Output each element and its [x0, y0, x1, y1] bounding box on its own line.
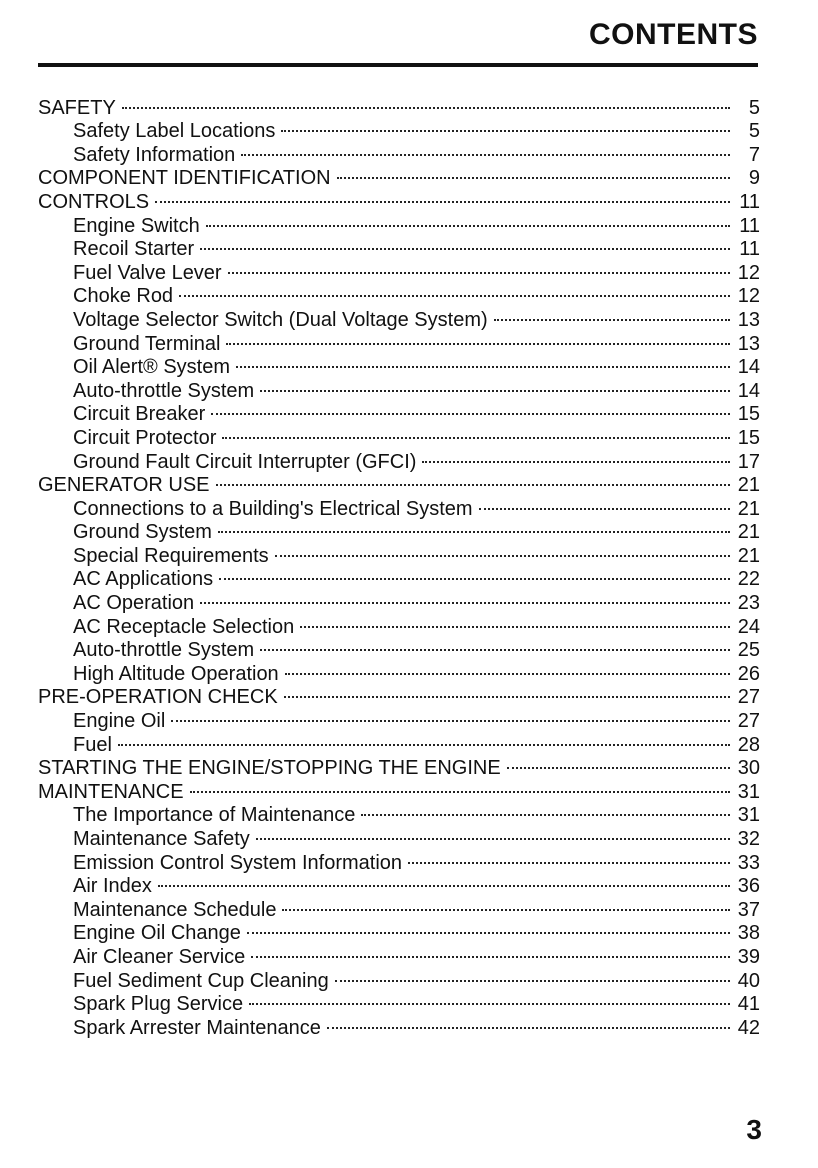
- toc-entry-page: 21: [737, 474, 760, 497]
- toc-entry-page: 27: [737, 686, 760, 709]
- toc-entry-label: Ground System: [73, 521, 212, 544]
- dot-leader: [249, 987, 730, 1011]
- toc-entry-page: 39: [737, 945, 760, 968]
- dot-leader: [122, 90, 730, 114]
- toc-entry-label: MAINTENANCE: [38, 780, 184, 803]
- toc-subsection-entry[interactable]: [38, 727, 760, 756]
- dot-leader: [300, 609, 730, 633]
- toc-entry-label: High Altitude Operation: [73, 662, 279, 685]
- toc-entry-page: 25: [737, 639, 760, 662]
- toc-entry-label: Fuel Sediment Cup Cleaning: [73, 969, 329, 992]
- toc-entry-label: SAFETY: [38, 96, 116, 119]
- toc-entry-label: Circuit Breaker: [73, 403, 206, 426]
- dot-leader: [507, 751, 730, 775]
- toc-entry-label: Recoil Starter: [73, 238, 195, 261]
- toc-entry-label: Connections to a Building's Electrical System: [73, 497, 473, 520]
- toc-entry-page: 28: [737, 733, 760, 756]
- toc-entry-page: 11: [739, 190, 760, 213]
- dot-leader: [256, 821, 730, 845]
- toc-entry-label: Auto-throttle System: [73, 639, 255, 662]
- toc-entry-page: 26: [737, 662, 760, 685]
- dot-leader: [494, 302, 730, 326]
- toc-entry-page: 33: [737, 851, 760, 874]
- toc-entry-label: Fuel: [73, 733, 112, 756]
- toc-section-entry[interactable]: [38, 751, 760, 780]
- toc-entry-page: 27: [737, 710, 760, 733]
- toc-entry-page: 24: [737, 615, 760, 638]
- toc-entry-page: 30: [737, 757, 760, 780]
- toc-entry-page: 21: [737, 544, 760, 567]
- dot-leader: [327, 1010, 730, 1034]
- toc-entry-page: 23: [737, 592, 760, 615]
- toc-entry-label: GENERATOR USE: [38, 474, 210, 497]
- dot-leader: [222, 420, 730, 444]
- toc-entry-label: Spark Arrester Maintenance: [73, 1016, 321, 1039]
- toc-entry-label: AC Receptacle Selection: [73, 615, 295, 638]
- dot-leader: [422, 444, 730, 468]
- toc-entry-label: STARTING THE ENGINE/STOPPING THE ENGINE: [38, 757, 501, 780]
- toc-entry-label: Engine Switch: [73, 214, 200, 237]
- dot-leader: [281, 114, 730, 138]
- toc-entry-page: 31: [737, 780, 760, 803]
- toc-entry-page: 17: [737, 450, 760, 473]
- dot-leader: [155, 184, 730, 208]
- dot-leader: [216, 468, 730, 492]
- toc-subsection-entry[interactable]: [38, 114, 760, 143]
- toc-entry-page: 11: [739, 214, 760, 237]
- dot-leader: [285, 656, 730, 680]
- page-title: CONTENTS: [589, 18, 758, 51]
- dot-leader: [118, 727, 730, 751]
- toc-entry-label: Safety Label Locations: [73, 120, 276, 143]
- dot-leader: [226, 326, 730, 350]
- toc-entry-label: Ground Terminal: [73, 332, 221, 355]
- toc-entry-label: Fuel Valve Lever: [73, 261, 222, 284]
- toc-section-entry[interactable]: [38, 90, 760, 119]
- toc-entry-label: Choke Rod: [73, 285, 174, 308]
- toc-entry-label: Air Index: [73, 875, 152, 898]
- toc-entry-page: 9: [748, 167, 760, 190]
- toc-entry-label: PRE-OPERATION CHECK: [38, 686, 278, 709]
- dot-leader: [211, 397, 730, 421]
- toc-entry-label: COMPONENT IDENTIFICATION: [38, 167, 331, 190]
- toc-entry-page: 36: [737, 875, 760, 898]
- toc-entry-label: Engine Oil Change: [73, 922, 241, 945]
- toc-entry-label: Auto-throttle System: [73, 379, 255, 402]
- toc-entry-page: 21: [737, 497, 760, 520]
- toc-entry-label: Ground Fault Circuit Interrupter (GFCI): [73, 450, 417, 473]
- dot-leader: [361, 798, 730, 822]
- dot-leader: [241, 137, 730, 161]
- dot-leader: [179, 279, 730, 303]
- dot-leader: [190, 774, 730, 798]
- dot-leader: [200, 232, 730, 256]
- toc-entry-page: 15: [737, 426, 760, 449]
- toc-entry-page: 21: [737, 521, 760, 544]
- toc-entry-label: Circuit Protector: [73, 426, 217, 449]
- toc-entry-page: 15: [737, 403, 760, 426]
- toc-entry-page: 14: [737, 379, 760, 402]
- dot-leader: [479, 491, 730, 515]
- toc-entry-page: 13: [737, 332, 760, 355]
- dot-leader: [219, 562, 730, 586]
- dot-leader: [337, 161, 730, 185]
- toc-entry-page: 7: [748, 143, 760, 166]
- dot-leader: [228, 255, 730, 279]
- toc-entry-label: Spark Plug Service: [73, 993, 244, 1016]
- table-of-contents: [38, 90, 760, 1039]
- dot-leader: [284, 680, 730, 704]
- toc-entry-page: 42: [737, 1016, 760, 1039]
- dot-leader: [247, 916, 730, 940]
- dot-leader: [282, 892, 730, 916]
- toc-entry-page: 41: [737, 993, 760, 1016]
- toc-entry-label: Air Cleaner Service: [73, 945, 246, 968]
- dot-leader: [251, 939, 730, 963]
- toc-entry-page: 40: [737, 969, 760, 992]
- toc-entry-page: 38: [737, 922, 760, 945]
- toc-entry-label: AC Applications: [73, 568, 214, 591]
- page-number: 3: [746, 1114, 762, 1145]
- toc-entry-label: Oil Alert® System: [73, 356, 230, 379]
- toc-entry-label: Maintenance Safety: [73, 828, 250, 850]
- toc-entry-label: Emission Control System Information: [73, 851, 403, 874]
- toc-entry-page: 12: [737, 261, 760, 284]
- toc-entry-page: 37: [737, 898, 760, 921]
- toc-entry-page: 13: [737, 308, 760, 331]
- toc-entry-page: 11: [739, 238, 760, 261]
- dot-leader: [236, 350, 730, 374]
- dot-leader: [275, 538, 730, 562]
- toc-entry-label: CONTROLS: [38, 190, 150, 213]
- toc-entry-label: Special Requirements: [73, 544, 269, 567]
- dot-leader: [260, 633, 730, 657]
- toc-entry-page: 31: [737, 804, 760, 827]
- dot-leader: [158, 869, 730, 893]
- dot-leader: [335, 963, 730, 987]
- toc-entry-page: 14: [737, 356, 760, 379]
- title-divider: [38, 63, 758, 67]
- toc-entry-page: 5: [748, 96, 760, 119]
- dot-leader: [200, 585, 730, 609]
- toc-entry-page: 5: [748, 120, 760, 143]
- toc-entry-label: Voltage Selector Switch (Dual Voltage System): [73, 308, 488, 331]
- toc-entry-label: Safety Information: [73, 143, 236, 166]
- toc-entry-label: Engine Oil: [73, 710, 166, 733]
- toc-entry-label: The Importance of Maintenance: [73, 804, 356, 827]
- dot-leader: [408, 845, 730, 869]
- toc-entry-label: AC Operation: [73, 592, 195, 615]
- toc-entry-page: 22: [737, 568, 760, 591]
- toc-entry-page: 12: [737, 285, 760, 308]
- dot-leader: [260, 373, 730, 397]
- dot-leader: [206, 208, 730, 232]
- dot-leader: [171, 703, 730, 727]
- toc-entry-page: 32: [737, 828, 760, 850]
- toc-entry-label: Maintenance Schedule: [73, 898, 277, 921]
- dot-leader: [218, 515, 730, 539]
